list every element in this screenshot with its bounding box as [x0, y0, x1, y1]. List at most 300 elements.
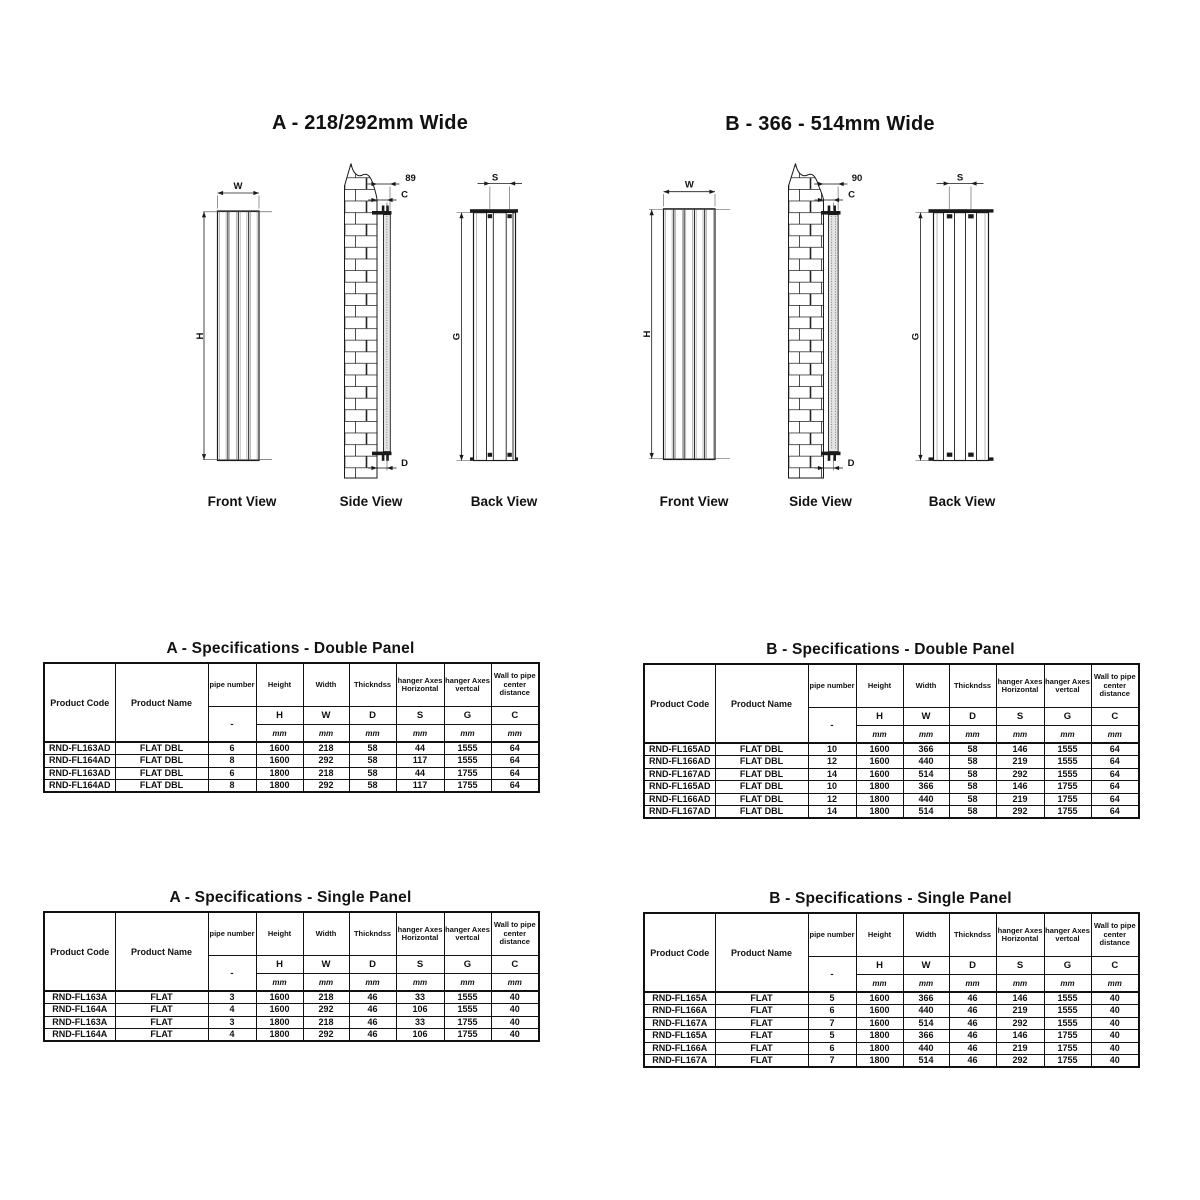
table-cell: 1755 [444, 1029, 491, 1042]
table-cell: 1600 [256, 755, 303, 768]
col-header-hanger-axes-horizontal: hanger Axes Horizontal [996, 913, 1044, 957]
table-cell: FLAT DBL [715, 768, 808, 781]
table-cell: FLAT [115, 991, 208, 1004]
table-cell: 6 [808, 1005, 856, 1018]
table-cell: 64 [1091, 768, 1139, 781]
table-cell: 1755 [444, 1016, 491, 1029]
table-cell: 1600 [256, 991, 303, 1004]
table-cell: 514 [903, 1055, 949, 1068]
symbol-w: W [303, 956, 349, 974]
unit-mm: mm [349, 725, 396, 743]
table-cell: 8 [208, 755, 256, 768]
brick-wall [789, 164, 824, 479]
top-offset-dim-label: 90 [851, 173, 863, 184]
table-cell: 219 [996, 756, 1044, 769]
table-row [44, 755, 539, 768]
spec-table-section-a-double [43, 640, 538, 793]
unit-mm: mm [256, 974, 303, 992]
hanger-spacing-dim-label: S [491, 172, 499, 184]
table-cell: 4 [208, 1029, 256, 1042]
unit-mm: mm [949, 975, 996, 993]
table-cell: FLAT DBL [115, 755, 208, 768]
hanger-spacing-dim-label: S [956, 172, 964, 184]
col-header-hanger-axes-vertical: hanger Axes vertcal [444, 912, 491, 956]
width-dim-label: W [684, 179, 694, 191]
table-cell: 64 [491, 767, 539, 780]
table-row [44, 1029, 539, 1042]
table-cell: FLAT [115, 1004, 208, 1017]
wall-clearance-dim-label: C [401, 189, 408, 201]
spec-table-section-b-double [643, 641, 1138, 819]
table-cell: FLAT DBL [715, 743, 808, 756]
symbol-h: H [856, 957, 903, 975]
width-dim-label: W [233, 181, 243, 192]
table-cell: 8 [208, 780, 256, 793]
table-cell: 58 [349, 767, 396, 780]
table-cell: FLAT DBL [715, 806, 808, 819]
table-cell: 1555 [1044, 1005, 1091, 1018]
hanger-hook [507, 453, 511, 457]
table-cell: 46 [949, 1017, 996, 1030]
spec-table [43, 662, 540, 793]
spec-table-title: A - Specifications - Double Panel [166, 640, 415, 657]
table-cell: 12 [808, 793, 856, 806]
table-cell: 44 [396, 767, 444, 780]
table-row [644, 992, 1139, 1005]
table-cell: 40 [1091, 1030, 1139, 1043]
col-header-wall-to-pipe: Wall to pipe center distance [491, 663, 539, 707]
table-row [644, 1005, 1139, 1018]
symbol-h: H [856, 708, 903, 726]
table-cell: 1800 [856, 1030, 903, 1043]
table-cell: 40 [491, 1004, 539, 1017]
col-header-hanger-axes-horizontal: hanger Axes Horizontal [396, 912, 444, 956]
wall-bracket-bottom [821, 452, 841, 456]
table-cell: 1600 [856, 768, 903, 781]
col-header-product-name: Product Name [115, 663, 208, 742]
table-cell: 514 [903, 1017, 949, 1030]
unit-mm: mm [903, 726, 949, 744]
table-cell: 46 [949, 1055, 996, 1068]
col-header-pipe-number: pipe number [208, 912, 256, 956]
unit-mm: mm [903, 975, 949, 993]
table-cell: 146 [996, 1030, 1044, 1043]
symbol-d: D [949, 957, 996, 975]
table-cell: 218 [303, 742, 349, 755]
table-cell: RND-FL165AD [644, 781, 715, 794]
table-cell: 218 [303, 1016, 349, 1029]
table-cell: RND-FL166A [644, 1042, 715, 1055]
table-cell: 292 [996, 1017, 1044, 1030]
col-header-pipe-number: pipe number [208, 663, 256, 707]
unit-mm: mm [444, 974, 491, 992]
symbol-w: W [903, 708, 949, 726]
table-cell: 514 [903, 806, 949, 819]
table-cell: RND-FL167AD [644, 768, 715, 781]
table-cell: 106 [396, 1004, 444, 1017]
table-cell: 64 [1091, 756, 1139, 769]
hanger-hook [488, 453, 492, 457]
hanger-hook [968, 214, 974, 218]
symbol-d: D [349, 956, 396, 974]
table-cell: 58 [949, 743, 996, 756]
table-cell: 7 [808, 1017, 856, 1030]
table-cell: 58 [349, 780, 396, 793]
table-cell: 292 [996, 806, 1044, 819]
top-offset-dim-label: 89 [405, 173, 416, 184]
col-header-height: Height [856, 664, 903, 708]
hanger-height-dim-label: G [910, 332, 922, 341]
diagram-a-drawing [185, 155, 585, 520]
table-cell: 40 [1091, 992, 1139, 1005]
diagram-b-title: B - 366 - 514mm Wide [725, 113, 935, 135]
unit-mm: mm [396, 974, 444, 992]
col-header-product-code: Product Code [644, 913, 715, 992]
table-cell: 58 [949, 768, 996, 781]
col-header-product-code: Product Code [44, 912, 115, 991]
unit-mm: mm [491, 974, 539, 992]
symbol-c: C [1091, 957, 1139, 975]
table-cell: 1755 [444, 780, 491, 793]
table-cell: 6 [208, 767, 256, 780]
table-cell: 218 [303, 991, 349, 1004]
table-cell: FLAT [715, 992, 808, 1005]
col-header-width: Width [303, 912, 349, 956]
table-cell: 4 [208, 1004, 256, 1017]
table-cell: RND-FL164A [44, 1029, 115, 1042]
table-cell: RND-FL164AD [44, 780, 115, 793]
height-dim-label: H [642, 330, 653, 338]
table-cell: 64 [491, 780, 539, 793]
unit-mm: mm [396, 725, 444, 743]
col-header-thickness: Thickndss [349, 912, 396, 956]
side-view-b [789, 164, 863, 479]
table-row [44, 1004, 539, 1017]
unit-mm: mm [856, 726, 903, 744]
side-view-a [345, 164, 416, 479]
table-row [44, 780, 539, 793]
table-cell: FLAT DBL [115, 767, 208, 780]
table-cell: 40 [1091, 1017, 1139, 1030]
table-cell: 1555 [444, 1004, 491, 1017]
symbol-g: G [1044, 708, 1091, 726]
col-header-product-name: Product Name [715, 664, 808, 743]
back-view-label: Back View [928, 494, 996, 509]
table-cell: 40 [491, 1016, 539, 1029]
table-row [644, 1042, 1139, 1055]
table-cell: 440 [903, 756, 949, 769]
symbol-h: H [256, 707, 303, 725]
hanger-height-dim-label: G [451, 332, 463, 341]
col-header-thickness: Thickndss [949, 664, 996, 708]
symbol-w: W [303, 707, 349, 725]
table-cell: FLAT [115, 1016, 208, 1029]
table-cell: RND-FL167A [644, 1017, 715, 1030]
col-header-wall-to-pipe: Wall to pipe center distance [1091, 913, 1139, 957]
table-row [44, 742, 539, 755]
table-cell: 1800 [256, 780, 303, 793]
table-cell: 1555 [1044, 756, 1091, 769]
table-cell: 3 [208, 1016, 256, 1029]
unit-mm: mm [996, 975, 1044, 993]
table-cell: 58 [949, 806, 996, 819]
table-row [644, 756, 1139, 769]
hanger-hook [507, 214, 511, 218]
radiator-front-body [664, 209, 716, 460]
table-cell: 1755 [1044, 1042, 1091, 1055]
table-cell: 1600 [256, 742, 303, 755]
table-cell: 10 [808, 781, 856, 794]
symbol-g: G [1044, 957, 1091, 975]
table-cell: 366 [903, 743, 949, 756]
wall-bracket-top [372, 211, 392, 215]
col-header-product-name: Product Name [715, 913, 808, 992]
table-cell: 64 [1091, 781, 1139, 794]
col-header-width: Width [903, 664, 949, 708]
table-cell: 46 [949, 1005, 996, 1018]
table-cell: RND-FL163A [44, 991, 115, 1004]
symbol-dash: - [208, 956, 256, 992]
unit-mm: mm [856, 975, 903, 993]
hanger-hook [947, 214, 953, 218]
col-header-wall-to-pipe: Wall to pipe center distance [491, 912, 539, 956]
table-row [44, 767, 539, 780]
table-cell: 292 [303, 780, 349, 793]
table-cell: 40 [1091, 1055, 1139, 1068]
table-cell: 1600 [856, 992, 903, 1005]
table-cell: 1600 [856, 1017, 903, 1030]
table-cell: 440 [903, 793, 949, 806]
table-cell: FLAT [715, 1030, 808, 1043]
table-cell: 33 [396, 1016, 444, 1029]
table-cell: 40 [1091, 1042, 1139, 1055]
table-cell: RND-FL165A [644, 992, 715, 1005]
col-header-width: Width [303, 663, 349, 707]
col-header-height: Height [256, 912, 303, 956]
front-view-label: Front View [659, 494, 729, 509]
table-cell: 292 [996, 1055, 1044, 1068]
col-header-wall-to-pipe: Wall to pipe center distance [1091, 664, 1139, 708]
table-cell: 1800 [256, 1029, 303, 1042]
table-cell: 366 [903, 992, 949, 1005]
table-cell: RND-FL165A [644, 1030, 715, 1043]
table-cell: FLAT DBL [715, 756, 808, 769]
table-cell: 40 [491, 1029, 539, 1042]
table-cell: 58 [349, 742, 396, 755]
table-row [644, 743, 1139, 756]
table-cell: 40 [491, 991, 539, 1004]
col-header-thickness: Thickndss [949, 913, 996, 957]
symbol-dash: - [808, 708, 856, 744]
spec-table-title: B - Specifications - Double Panel [766, 641, 1015, 658]
table-cell: FLAT [715, 1055, 808, 1068]
table-cell: 58 [949, 793, 996, 806]
spec-table [643, 912, 1140, 1068]
table-cell: 1755 [1044, 781, 1091, 794]
symbol-g: G [444, 707, 491, 725]
symbol-s: S [396, 707, 444, 725]
table-cell: 1755 [1044, 793, 1091, 806]
symbol-dash: - [808, 957, 856, 993]
table-cell: 219 [996, 1005, 1044, 1018]
symbol-h: H [256, 956, 303, 974]
unit-mm: mm [1091, 975, 1139, 993]
table-cell: 292 [996, 768, 1044, 781]
spec-table-title: A - Specifications - Single Panel [169, 889, 412, 906]
symbol-s: S [996, 957, 1044, 975]
table-cell: 1755 [1044, 806, 1091, 819]
diagram-b-drawing [630, 155, 1050, 520]
table-cell: 514 [903, 768, 949, 781]
table-cell: 14 [808, 806, 856, 819]
col-header-width: Width [903, 913, 949, 957]
unit-mm: mm [349, 974, 396, 992]
unit-mm: mm [949, 726, 996, 744]
table-cell: 146 [996, 743, 1044, 756]
table-cell: 6 [808, 1042, 856, 1055]
unit-mm: mm [256, 725, 303, 743]
table-cell: 1555 [1044, 992, 1091, 1005]
table-cell: 366 [903, 1030, 949, 1043]
table-cell: 1755 [1044, 1030, 1091, 1043]
unit-mm: mm [303, 725, 349, 743]
table-cell: 1555 [1044, 743, 1091, 756]
table-cell: 146 [996, 992, 1044, 1005]
table-cell: 366 [903, 781, 949, 794]
table-cell: RND-FL164A [44, 1004, 115, 1017]
symbol-d: D [949, 708, 996, 726]
spec-table [43, 911, 540, 1042]
table-row [644, 781, 1139, 794]
table-cell: 12 [808, 756, 856, 769]
table-cell: 440 [903, 1005, 949, 1018]
table-cell: 219 [996, 1042, 1044, 1055]
table-cell: 218 [303, 767, 349, 780]
table-cell: 1800 [256, 767, 303, 780]
hanger-hook [488, 214, 492, 218]
col-header-hanger-axes-horizontal: hanger Axes Horizontal [396, 663, 444, 707]
table-cell: 64 [1091, 806, 1139, 819]
spec-table-section-b-single [643, 890, 1138, 1068]
table-cell: 1800 [856, 1042, 903, 1055]
col-header-thickness: Thickndss [349, 663, 396, 707]
table-cell: 1555 [444, 991, 491, 1004]
table-cell: 1800 [256, 1016, 303, 1029]
table-cell: 46 [349, 1004, 396, 1017]
table-cell: 46 [349, 1016, 396, 1029]
unit-mm: mm [996, 726, 1044, 744]
symbol-c: C [1091, 708, 1139, 726]
height-dim-label: H [195, 332, 206, 340]
table-cell: 1600 [856, 756, 903, 769]
table-cell: 1755 [1044, 1055, 1091, 1068]
table-cell: 58 [949, 781, 996, 794]
table-cell: 46 [949, 1030, 996, 1043]
table-cell: RND-FL163AD [44, 767, 115, 780]
table-cell: 5 [808, 1030, 856, 1043]
col-header-hanger-axes-vertical: hanger Axes vertcal [444, 663, 491, 707]
table-cell: FLAT [115, 1029, 208, 1042]
table-row [644, 768, 1139, 781]
table-cell: RND-FL167AD [644, 806, 715, 819]
unit-mm: mm [303, 974, 349, 992]
table-cell: 146 [996, 781, 1044, 794]
symbol-s: S [396, 956, 444, 974]
table-cell: 64 [491, 755, 539, 768]
table-cell: 10 [808, 743, 856, 756]
bottom-clearance-dim-label: D [847, 458, 855, 469]
symbol-d: D [349, 707, 396, 725]
back-view-a [452, 173, 523, 461]
hanger-hook [968, 453, 974, 457]
col-header-pipe-number: pipe number [808, 913, 856, 957]
table-cell: 14 [808, 768, 856, 781]
table-cell: 292 [303, 755, 349, 768]
table-cell: 6 [208, 742, 256, 755]
table-cell: 117 [396, 780, 444, 793]
unit-mm: mm [1044, 975, 1091, 993]
col-header-height: Height [856, 913, 903, 957]
table-cell: 44 [396, 742, 444, 755]
wall-clearance-dim-label: C [848, 189, 855, 201]
table-row [644, 1017, 1139, 1030]
brick-wall [345, 164, 378, 479]
table-cell: FLAT DBL [115, 742, 208, 755]
table-row [44, 991, 539, 1004]
side-view-label: Side View [339, 494, 403, 509]
diagram-a-title: A - 218/292mm Wide [271, 112, 469, 134]
table-cell: 106 [396, 1029, 444, 1042]
wall-bracket-bottom [372, 452, 392, 456]
table-cell: 1600 [256, 1004, 303, 1017]
table-cell: 3 [208, 991, 256, 1004]
front-view-a [195, 181, 272, 461]
table-cell: 1800 [856, 793, 903, 806]
table-cell: 64 [1091, 743, 1139, 756]
table-cell: 1600 [856, 743, 903, 756]
table-cell: 292 [303, 1004, 349, 1017]
table-cell: 64 [491, 742, 539, 755]
table-cell: 1800 [856, 1055, 903, 1068]
table-cell: 46 [349, 991, 396, 1004]
table-cell: RND-FL163A [44, 1016, 115, 1029]
unit-mm: mm [491, 725, 539, 743]
table-cell: RND-FL166AD [644, 756, 715, 769]
col-header-hanger-axes-horizontal: hanger Axes Horizontal [996, 664, 1044, 708]
table-row [644, 806, 1139, 819]
col-header-hanger-axes-vertical: hanger Axes vertcal [1044, 664, 1091, 708]
hanger-hook [947, 453, 953, 457]
col-header-product-name: Product Name [115, 912, 208, 991]
unit-mm: mm [1091, 726, 1139, 744]
table-cell: 292 [303, 1029, 349, 1042]
symbol-c: C [491, 956, 539, 974]
table-cell: 440 [903, 1042, 949, 1055]
symbol-s: S [996, 708, 1044, 726]
table-cell: 46 [949, 992, 996, 1005]
table-row [644, 793, 1139, 806]
table-cell: RND-FL165AD [644, 743, 715, 756]
bottom-clearance-dim-label: D [401, 458, 408, 469]
table-cell: 1755 [444, 767, 491, 780]
table-cell: FLAT [715, 1042, 808, 1055]
spec-table [643, 663, 1140, 819]
front-view-label: Front View [207, 494, 277, 509]
table-cell: FLAT DBL [115, 780, 208, 793]
col-header-pipe-number: pipe number [808, 664, 856, 708]
table-row [644, 1030, 1139, 1043]
unit-mm: mm [1044, 726, 1091, 744]
